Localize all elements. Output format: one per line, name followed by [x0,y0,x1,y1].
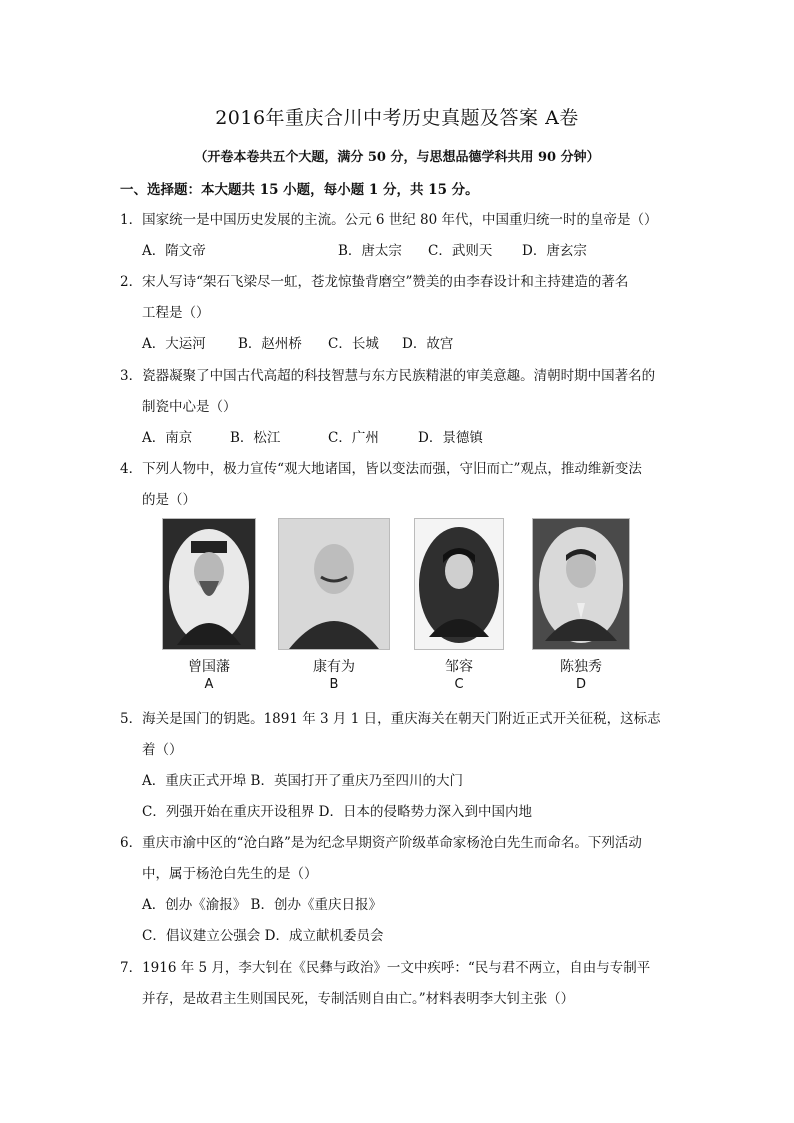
q6-stem-line2: 中，属于杨沧白先生的是（） [142,866,318,882]
portrait-image [532,518,630,650]
q2-option-a: A．大运河 [142,336,206,352]
portrait-image [278,518,390,650]
q1-option-a: A．隋文帝 [142,243,206,259]
q4-photo-d-name: 陈独秀 [560,659,602,675]
q4-photo-c-block [414,518,504,692]
q6-options-line1: A．创办《渝报》 B．创办《重庆日报》 [142,897,382,913]
q5-options-line1: A．重庆正式开埠 B．英国打开了重庆乃至四川的大门 [142,773,463,789]
q4-photo-c-name: 邹容 [445,659,473,675]
q6-stem-line1: 6．重庆市渝中区的“沧白路”是为纪念早期资产阶级革命家杨沧白先生而命名。下列活动 [120,835,642,851]
q5-options-line2: C．列强开始在重庆开设租界 D．日本的侵略势力深入到中国内地 [142,804,532,820]
portrait-image [162,518,256,650]
portrait-image [414,518,504,650]
q3-option-c: C．广州 [328,430,379,446]
q4-photo-b-letter: B [329,677,339,692]
q2-option-c: C．长城 [328,336,379,352]
q3-option-a: A．南京 [142,430,193,446]
section-heading: 一、选择题：本大题共 15 小题，每小题 1 分，共 15 分。 [120,182,479,198]
q4-photo-c-letter: C [454,677,464,692]
q4-photo-a-letter: A [204,677,214,692]
q1-option-d: D．唐玄宗 [522,243,587,259]
q4-photo-a-block [162,518,256,692]
q3-stem-line1: 3．瓷器凝聚了中国古代高超的科技智慧与东方民族精湛的审美意趣。清朝时期中国著名的 [120,368,656,384]
q7-stem-line1: 7．1916 年 5 月，李大钊在《民彝与政治》一文中疾呼：“民与君不两立，自由与专制平 [120,960,651,976]
q2-stem-line2: 工程是（） [142,305,210,321]
q4-photo-b-name: 康有为 [313,659,355,675]
q5-stem-line2: 着（） [142,742,183,758]
q3-stem-line2: 制瓷中心是（） [142,399,237,415]
q3-option-d: D．景德镇 [418,430,483,446]
q4-stem-line2: 的是（） [142,492,196,508]
q1-stem: 1．国家统一是中国历史发展的主流。公元 6 世纪 80 年代，中国重归统一时的皇帝是（） [120,212,658,228]
q4-photo-d-block [532,518,630,692]
q5-stem-line1: 5．海关是国门的钥匙。1891 年 3 月 1 日，重庆海关在朝天门附近正式开关征税，这标志 [120,711,661,727]
q1-option-b: B．唐太宗 [338,243,402,259]
q2-option-d: D．故宫 [402,336,454,352]
q4-stem-line1: 4．下列人物中，极力宣传“观大地诸国，皆以变法而强，守旧而亡”观点，推动维新变法 [120,461,642,477]
q4-photo-b-block [278,518,390,692]
q1-option-c: C．武则天 [428,243,493,259]
q4-photo-a-name: 曾国藩 [188,659,230,675]
q2-option-b: B．赵州桥 [238,336,302,352]
q2-stem-line1: 2．宋人写诗“架石飞梁尽一虹，苍龙惊蛰背磨空”赞美的由李春设计和主持建造的著名 [120,274,629,290]
q7-stem-line2: 并存，是故君主生则国民死，专制活则自由亡。”材料表明李大钊主张（） [142,991,575,1007]
q4-photo-d-letter: D [575,677,586,692]
q6-options-line2: C．倡议建立公强会 D．成立献机委员会 [142,928,384,944]
document-title: 2016年重庆合川中考历史真题及答案 A卷 [215,107,579,129]
document-subtitle: （开卷本卷共五个大题，满分 50 分，与思想品德学科共用 90 分钟） [194,150,600,165]
q3-option-b: B．松江 [230,430,281,446]
